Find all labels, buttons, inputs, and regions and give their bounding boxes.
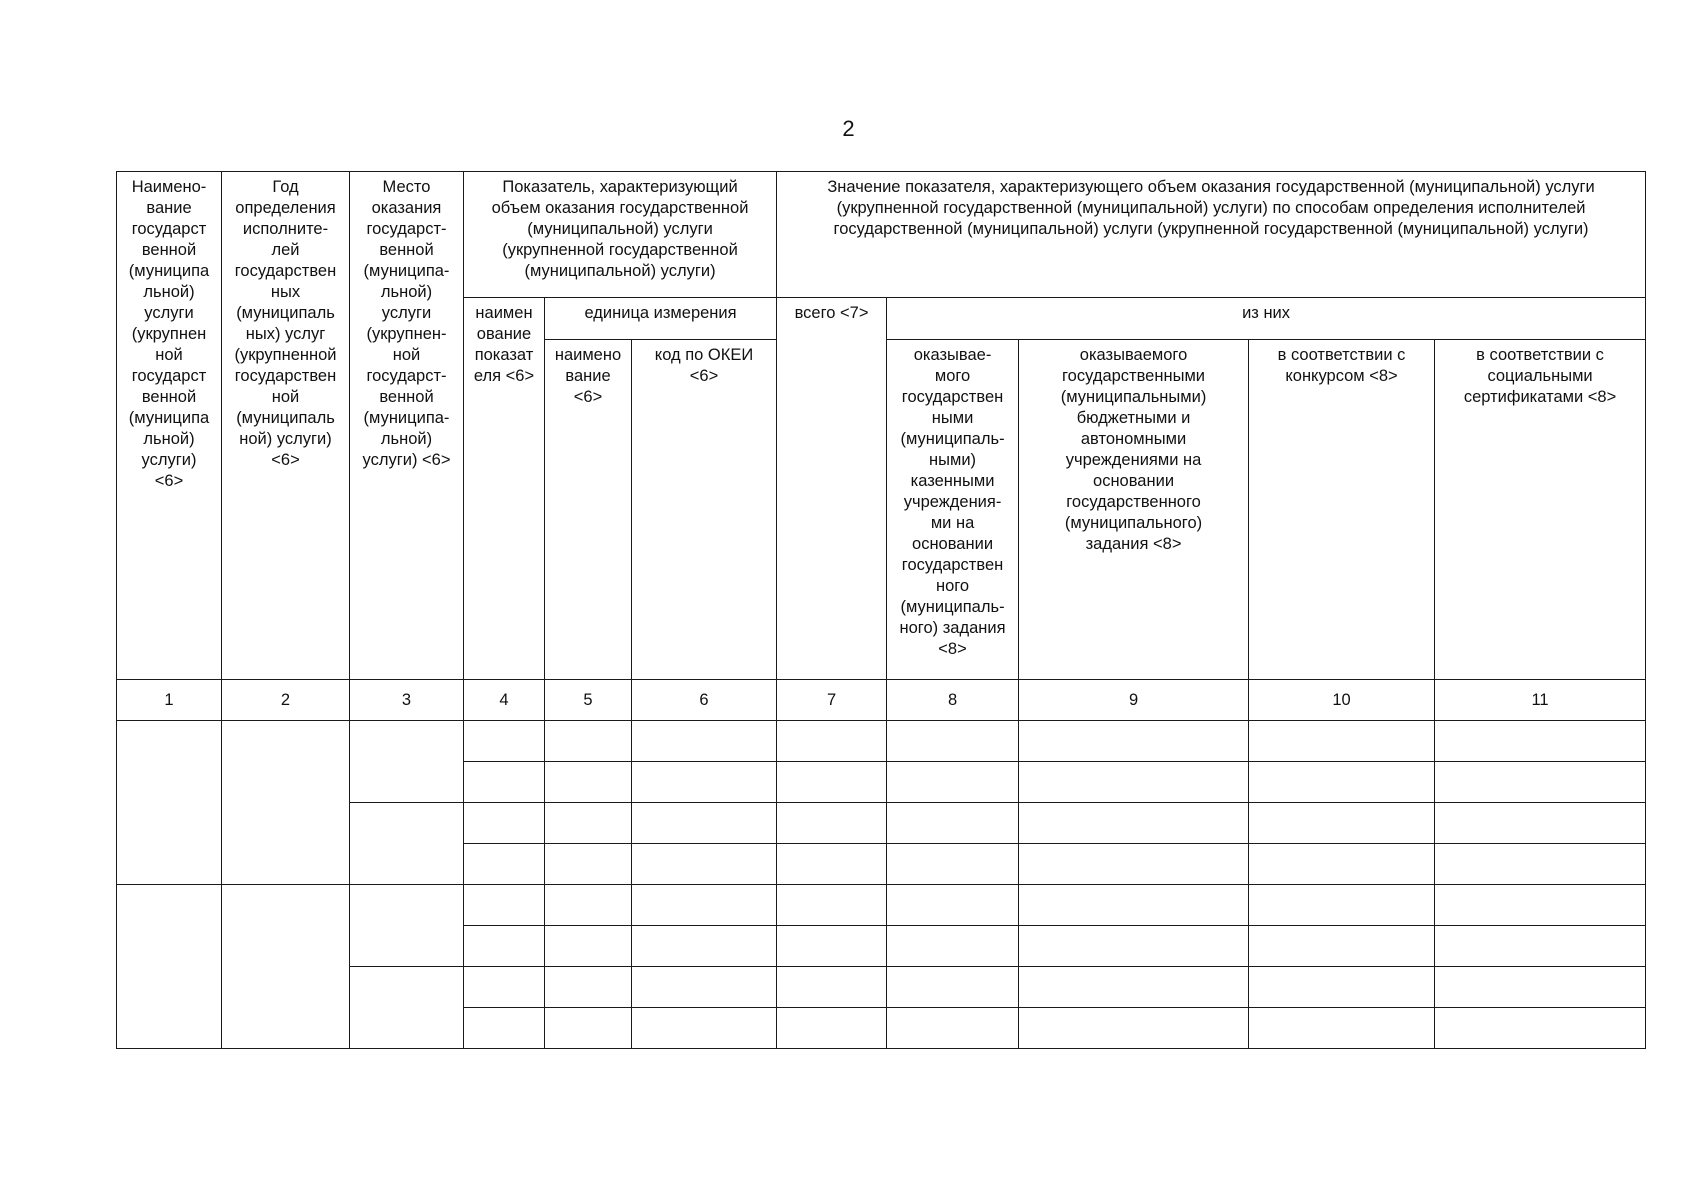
table-row <box>117 885 1646 926</box>
header-place <box>350 172 464 680</box>
table-cell[interactable] <box>777 1008 887 1049</box>
table-cell[interactable] <box>117 885 222 1049</box>
header-indicator-name-text: наимен ование показат еля <6> <box>473 304 535 385</box>
table-cell[interactable] <box>777 926 887 967</box>
table-cell[interactable] <box>632 844 777 885</box>
column-number: 8 <box>887 680 1019 721</box>
table-cell[interactable] <box>1435 967 1646 1008</box>
header-budget-autonomous-text: оказываемого государственными (муниципальными) бюджетными и автономными учреждениями на основании государственного (муниципального) задания <8> <box>1060 346 1207 553</box>
table-cell[interactable] <box>464 926 545 967</box>
table-cell[interactable] <box>887 885 1019 926</box>
header-service-name <box>117 172 222 680</box>
header-indicator-group <box>464 172 777 298</box>
table-cell[interactable] <box>887 721 1019 762</box>
table-cell[interactable] <box>1249 1008 1435 1049</box>
header-year <box>222 172 350 680</box>
table-cell[interactable] <box>1435 926 1646 967</box>
table-cell[interactable] <box>632 721 777 762</box>
column-number: 11 <box>1435 680 1646 721</box>
table-cell[interactable] <box>1019 885 1249 926</box>
table-cell[interactable] <box>350 885 464 967</box>
header-okei-code <box>632 340 777 680</box>
table-cell[interactable] <box>887 762 1019 803</box>
table-cell[interactable] <box>222 885 350 1049</box>
table-cell[interactable] <box>545 967 632 1008</box>
table-cell[interactable] <box>632 967 777 1008</box>
header-okei-code-text: код по ОКЕИ <6> <box>654 346 754 385</box>
header-year-text: Год определения исполните- лей государствен ных (муниципаль ных) услуг (укрупненной государствен ной (муниципаль ной) услуги) <6> <box>234 178 337 469</box>
table-row <box>117 721 1646 762</box>
header-social-certificates <box>1435 340 1646 680</box>
table-cell[interactable] <box>464 844 545 885</box>
header-place-text: Место оказания государст- венной (муниципа- льной) услуги (укрупнен- ной государст- венной (муниципа- льной) услуги) <6> <box>362 178 451 469</box>
table-cell[interactable] <box>545 721 632 762</box>
header-service-name-text: Наимено- вание государст венной (муниципа льной) услуги (укрупнен ной государст венной (муниципа льной) услуги) <6> <box>128 178 210 490</box>
column-number: 9 <box>1019 680 1249 721</box>
table-cell[interactable] <box>464 803 545 844</box>
header-unit-group <box>545 298 777 340</box>
header-total-text: всего <7> <box>794 304 869 322</box>
column-number: 7 <box>777 680 887 721</box>
table-cell[interactable] <box>350 967 464 1049</box>
table-cell[interactable] <box>350 721 464 803</box>
table-cell[interactable] <box>632 1008 777 1049</box>
header-of-them <box>887 298 1646 340</box>
table-cell[interactable] <box>887 967 1019 1008</box>
column-number: 10 <box>1249 680 1435 721</box>
header-total <box>777 298 887 680</box>
table-cell[interactable] <box>1019 1008 1249 1049</box>
table-cell[interactable] <box>1019 926 1249 967</box>
table-cell[interactable] <box>1435 1008 1646 1049</box>
column-number: 3 <box>350 680 464 721</box>
column-number: 1 <box>117 680 222 721</box>
column-number-row <box>117 680 1646 721</box>
table-cell[interactable] <box>777 721 887 762</box>
table-cell[interactable] <box>887 803 1019 844</box>
header-unit-name-text: наимено вание <6> <box>554 346 622 406</box>
header-competition-text: в соответствии с конкурсом <8> <box>1277 346 1406 385</box>
table-cell[interactable] <box>777 762 887 803</box>
header-unit-group-text: единица измерения <box>584 304 737 322</box>
table-cell[interactable] <box>777 967 887 1008</box>
header-of-them-text: из них <box>1242 304 1291 322</box>
header-indicator-group-text: Показатель, характеризующий объем оказания государственной (муниципальной) услуги (укрупненной государственной (муниципальной) услуги) <box>491 178 749 280</box>
table-cell[interactable] <box>1019 803 1249 844</box>
table-cell[interactable] <box>1435 885 1646 926</box>
header-kazennye <box>887 340 1019 680</box>
table-cell[interactable] <box>887 926 1019 967</box>
header-row-1 <box>117 172 1646 298</box>
table-cell[interactable] <box>1019 967 1249 1008</box>
column-number: 4 <box>464 680 545 721</box>
table-cell[interactable] <box>1249 844 1435 885</box>
table-cell[interactable] <box>632 885 777 926</box>
table-cell[interactable] <box>1249 803 1435 844</box>
header-competition <box>1249 340 1435 680</box>
table-cell[interactable] <box>464 721 545 762</box>
header-social-certificates-text: в соответствии с социальными сертификатами <8> <box>1463 346 1617 406</box>
header-indicator-name <box>464 298 545 680</box>
table-cell[interactable] <box>464 967 545 1008</box>
table-cell[interactable] <box>464 1008 545 1049</box>
table-cell[interactable] <box>1249 721 1435 762</box>
table-cell[interactable] <box>1019 721 1249 762</box>
table-cell[interactable] <box>632 926 777 967</box>
table-cell[interactable] <box>350 803 464 885</box>
table-cell[interactable] <box>545 885 632 926</box>
table-cell[interactable] <box>777 803 887 844</box>
table-cell[interactable] <box>464 885 545 926</box>
table-cell[interactable] <box>1249 926 1435 967</box>
table-cell[interactable] <box>1435 844 1646 885</box>
table-cell[interactable] <box>117 721 222 885</box>
header-value-group-text: Значение показателя, характеризующего объем оказания государственной (муниципальной) услуги (укрупненной государственной (муниципальной) услуги) по способам определения исполнителей государственной (муниципальной) услуги (укрупненной государственной (муниципальной) услуги) <box>827 178 1595 238</box>
header-budget-autonomous <box>1019 340 1249 680</box>
table-cell[interactable] <box>887 844 1019 885</box>
column-number: 5 <box>545 680 632 721</box>
table-cell[interactable] <box>1019 844 1249 885</box>
header-kazennye-text: оказывае- мого государствен ными (муниципаль- ными) казенными учреждения- ми на основании государствен ного (муниципаль- ного) задания <8> <box>899 346 1006 658</box>
table-cell[interactable] <box>464 762 545 803</box>
table-cell[interactable] <box>545 844 632 885</box>
table-cell[interactable] <box>1435 721 1646 762</box>
page-number: 2 <box>842 116 855 141</box>
table-cell[interactable] <box>1019 762 1249 803</box>
table-cell[interactable] <box>632 803 777 844</box>
column-number: 6 <box>632 680 777 721</box>
table-cell[interactable] <box>777 844 887 885</box>
header-value-group <box>777 172 1646 298</box>
table-cell[interactable] <box>222 721 350 885</box>
table-cell[interactable] <box>632 762 777 803</box>
table-cell[interactable] <box>777 885 887 926</box>
header-unit-name <box>545 340 632 680</box>
table-cell[interactable] <box>545 926 632 967</box>
table-cell[interactable] <box>1249 885 1435 926</box>
service-volume-table <box>116 171 1646 1049</box>
table-cell[interactable] <box>1249 967 1435 1008</box>
table-cell[interactable] <box>1435 803 1646 844</box>
table-cell[interactable] <box>545 1008 632 1049</box>
table-cell[interactable] <box>545 762 632 803</box>
column-number: 2 <box>222 680 350 721</box>
table-cell[interactable] <box>1249 762 1435 803</box>
table-cell[interactable] <box>887 1008 1019 1049</box>
table-cell[interactable] <box>1435 762 1646 803</box>
table-cell[interactable] <box>545 803 632 844</box>
